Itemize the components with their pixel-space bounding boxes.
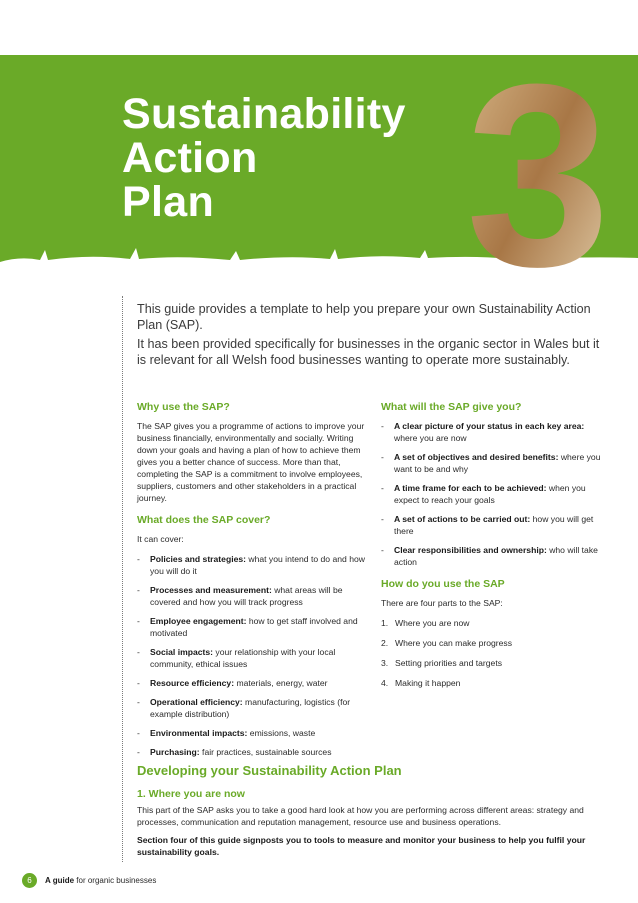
page-title	[122, 92, 406, 224]
list-item: 1. Where you are now	[381, 618, 470, 628]
list-item: - Resource efficiency: materials, energy, water	[137, 677, 369, 689]
title-line-2: Action	[122, 134, 258, 182]
why-heading: Why use the SAP?	[137, 401, 230, 413]
list-item: - Clear responsibilities and ownership: who will take action	[381, 544, 607, 568]
list-item: - A clear picture of your status in each key area: where you are now	[381, 420, 607, 444]
intro-paragraph-2: It has been provided specifically for businesses in the organic sector in Wales but it is relevant for all Welsh food businesses wanting to operate more sustainably.	[137, 337, 600, 367]
title-line-1: Sustainability	[122, 90, 406, 138]
cover-list	[137, 553, 369, 758]
list-item: 2. Where you can make progress	[381, 638, 513, 648]
left-column	[137, 401, 369, 768]
list-item: 3. Setting priorities and targets	[381, 658, 503, 668]
how-intro: There are four parts to the SAP:	[381, 598, 503, 608]
page-number-badge: 6	[22, 873, 37, 888]
section-number: 3	[465, 60, 611, 280]
list-item: - Employee engagement: how to get staff involved and motivated	[137, 615, 369, 639]
developing-heading: Developing your Sustainability Action Plan	[137, 763, 402, 778]
list-item: - A set of objectives and desired benefits: where you want to be and why	[381, 451, 607, 475]
dotted-divider	[122, 296, 123, 862]
developing-subheading: 1. Where you are now	[137, 788, 245, 800]
cover-heading: What does the SAP cover?	[137, 514, 271, 526]
page-footer	[22, 873, 156, 888]
developing-bold-note: Section four of this guide signposts you to tools to measure and monitor your business to help you fulfil your sustainability goals.	[137, 835, 586, 857]
list-item: - A time frame for each to be achieved: when you expect to reach your goals	[381, 482, 607, 506]
list-item: 4. Making it happen	[381, 678, 461, 688]
section-number-graphic	[443, 60, 633, 280]
list-item: - Operational efficiency: manufacturing, logistics (for example distribution)	[137, 696, 369, 720]
list-item: - Policies and strategies: what you intend to do and how you will do it	[137, 553, 369, 577]
right-column	[381, 401, 607, 697]
why-body: The SAP gives you a programme of actions to improve your business financially, environmentally and socially. Writing down your goals and having a plan of how to achieve them gives you a better chance of success. More than that, completing the SAP is a commitment to involve employees, suppliers, customers and other stakeholders in a practical journey.	[137, 421, 365, 503]
list-item: - A set of actions to be carried out: how you will get there	[381, 513, 607, 537]
title-line-3: Plan	[122, 178, 215, 226]
footer-guide-text: A guide for organic businesses	[45, 876, 157, 885]
cover-intro: It can cover:	[137, 534, 184, 544]
list-item: - Social impacts: your relationship with your local community, ethical issues	[137, 646, 369, 670]
how-list	[381, 617, 607, 689]
list-item: - Environmental impacts: emissions, waste	[137, 727, 369, 739]
developing-paragraph: This part of the SAP asks you to take a good hard look at how you are performing across different areas: strategy and processes, communication and reputation management, resource use and business operations.	[137, 805, 584, 827]
list-item: - Processes and measurement: what areas will be covered and how you will track progress	[137, 584, 369, 608]
give-heading: What will the SAP give you?	[381, 401, 522, 413]
list-item: - Purchasing: fair practices, sustainable sources	[137, 746, 369, 758]
give-list	[381, 420, 607, 568]
developing-body	[137, 804, 607, 864]
intro-block	[137, 302, 607, 372]
intro-paragraph-1: This guide provides a template to help you prepare your own Sustainability Action Plan (SAP).	[137, 302, 591, 332]
how-heading: How do you use the SAP	[381, 578, 505, 590]
